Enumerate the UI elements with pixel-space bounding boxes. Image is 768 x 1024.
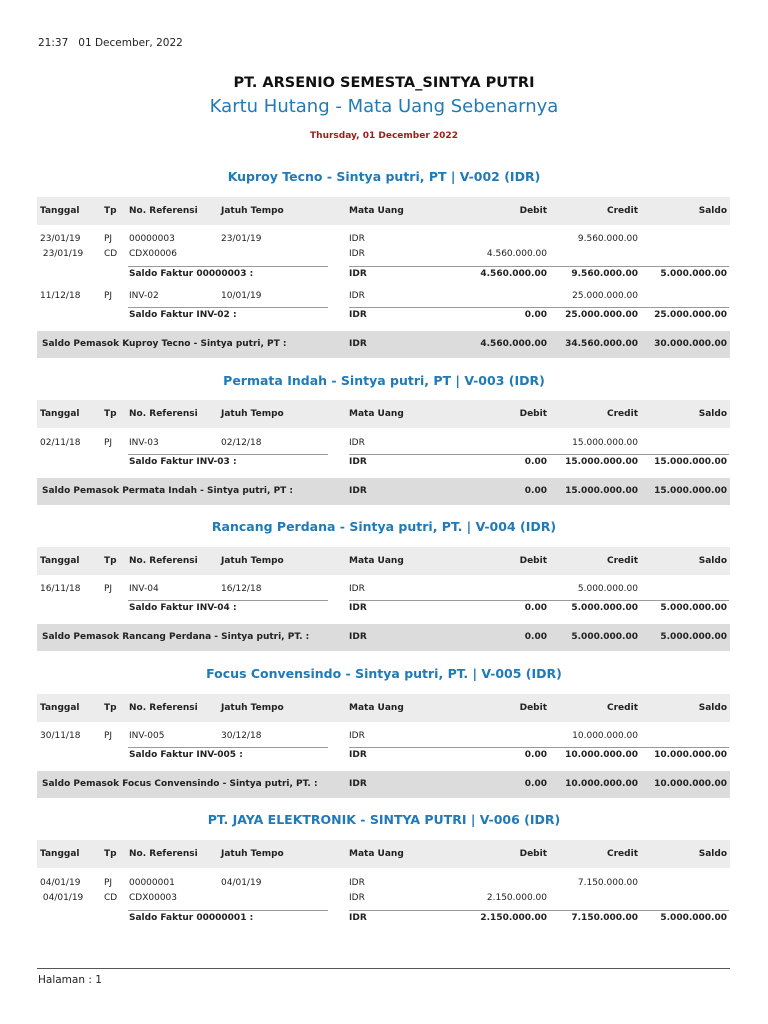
col-debit: Debit [519,409,547,419]
cell-tp: PJ [104,878,113,888]
table-header [37,547,730,575]
cell-debit: 2.150.000.00 [486,893,547,903]
supplier-total-row [37,478,730,505]
cell-credit: 25.000.000.00 [565,310,638,320]
cell-credit: 10.000.000.00 [565,779,638,789]
cell-tp: PJ [104,234,113,244]
supplier-total-row [37,331,730,358]
cell-debit: 2.150.000.00 [480,913,547,923]
cell-ref: 00000003 [129,234,175,244]
col-jatuh-tempo: Jatuh Tempo [221,703,284,713]
cell-credit: 9.560.000.00 [571,269,638,279]
supplier-section-title: Kuproy Tecno - Sintya putri, PT | V-002 (IDR) [227,169,541,184]
invoice-balance-row [37,911,730,926]
col-jatuh-tempo: Jatuh Tempo [221,206,284,216]
cell-mata-uang: IDR [349,269,367,279]
cell-mata-uang: IDR [349,584,365,594]
cell-jatuh-tempo: 16/12/18 [221,584,262,594]
invoice-balance-label: Saldo Faktur INV-005 : [129,750,243,760]
supplier-section-title: Permata Indah - Sintya putri, PT | V-003 (IDR) [223,373,545,388]
cell-credit: 10.000.000.00 [572,731,638,741]
supplier-total-label: Saldo Pemasok Rancang Perdana - Sintya putri, PT. : [42,632,310,642]
invoice-balance-label: Saldo Faktur INV-04 : [129,603,237,613]
col-mata-uang: Mata Uang [349,556,404,566]
cell-saldo: 30.000.000.00 [654,339,727,349]
col-mata-uang: Mata Uang [349,703,404,713]
col-no-ref: No. Referensi [129,409,198,419]
cell-debit: 0.00 [524,632,547,642]
col-jatuh-tempo: Jatuh Tempo [221,849,284,859]
cell-credit: 25.000.000.00 [572,291,638,301]
table-header [37,400,730,428]
cell-tanggal: 04/01/19 [40,893,84,903]
supplier-section-title: PT. JAYA ELEKTRONIK - SINTYA PUTRI | V-006 (IDR) [207,812,561,827]
cell-mata-uang: IDR [349,291,365,301]
col-saldo: Saldo [698,703,727,713]
cell-ref: CDX00006 [129,249,178,259]
col-credit: Credit [607,703,638,713]
col-tanggal: Tanggal [40,703,80,713]
supplier-total-row [37,624,730,651]
col-debit: Debit [519,703,547,713]
col-tanggal: Tanggal [40,206,80,216]
cell-tp: PJ [104,291,113,301]
table-row [37,729,730,744]
report-date: Thursday, 01 December 2022 [310,131,458,141]
cell-mata-uang: IDR [349,779,367,789]
cell-credit: 9.560.000.00 [577,234,638,244]
cell-jatuh-tempo: 02/12/18 [221,438,262,448]
supplier-section-title: Rancang Perdana - Sintya putri, PT. | V-004 (IDR) [211,519,557,534]
table-header [37,694,730,722]
cell-saldo: 5.000.000.00 [660,632,727,642]
invoice-balance-label: Saldo Faktur INV-03 : [129,457,237,467]
cell-mata-uang: IDR [349,234,365,244]
cell-saldo: 15.000.000.00 [654,486,727,496]
cell-saldo: 5.000.000.00 [660,269,727,279]
supplier-total-label: Saldo Pemasok Kuproy Tecno - Sintya putri, PT : [42,339,287,349]
table-row [37,247,730,262]
cell-credit: 15.000.000.00 [565,486,638,496]
col-saldo: Saldo [698,556,727,566]
cell-jatuh-tempo: 04/01/19 [221,878,262,888]
cell-tanggal: 11/12/18 [40,291,81,301]
cell-tanggal: 04/01/19 [40,878,81,888]
print-timestamp: 21:37 01 December, 2022 [38,37,183,49]
cell-mata-uang: IDR [349,438,365,448]
col-tp: Tp [104,206,117,216]
cell-credit: 5.000.000.00 [571,603,638,613]
table-row [37,289,730,304]
cell-tp: PJ [104,584,113,594]
table-header [37,197,730,225]
cell-mata-uang: IDR [349,249,365,259]
col-tp: Tp [104,703,117,713]
supplier-total-label: Saldo Pemasok Permata Indah - Sintya putri, PT : [42,486,294,496]
cell-saldo: 15.000.000.00 [654,457,727,467]
table-row [37,582,730,597]
invoice-balance-row [37,455,730,470]
cell-saldo: 10.000.000.00 [654,750,727,760]
col-no-ref: No. Referensi [129,556,198,566]
cell-mata-uang: IDR [349,632,367,642]
cell-saldo: 25.000.000.00 [654,310,727,320]
cell-credit: 15.000.000.00 [565,457,638,467]
cell-debit: 4.560.000.00 [480,269,547,279]
invoice-balance-row [37,601,730,616]
cell-ref: INV-04 [129,584,159,594]
cell-credit: 7.150.000.00 [577,878,638,888]
cell-mata-uang: IDR [349,603,367,613]
col-mata-uang: Mata Uang [349,206,404,216]
col-saldo: Saldo [698,206,727,216]
supplier-section-title: Focus Convensindo - Sintya putri, PT. | V-005 (IDR) [206,666,562,681]
cell-credit: 5.000.000.00 [571,632,638,642]
col-credit: Credit [607,206,638,216]
cell-mata-uang: IDR [349,878,365,888]
table-row [37,891,730,906]
col-jatuh-tempo: Jatuh Tempo [221,409,284,419]
cell-debit: 0.00 [524,310,547,320]
cell-mata-uang: IDR [349,750,367,760]
cell-mata-uang: IDR [349,731,365,741]
col-mata-uang: Mata Uang [349,849,404,859]
cell-ref: INV-03 [129,438,159,448]
cell-debit: 4.560.000.00 [480,339,547,349]
cell-saldo: 10.000.000.00 [654,779,727,789]
col-tanggal: Tanggal [40,556,80,566]
cell-credit: 5.000.000.00 [577,584,638,594]
invoice-balance-label: Saldo Faktur 00000001 : [129,913,254,923]
col-debit: Debit [519,556,547,566]
supplier-total-row [37,771,730,798]
cell-debit: 0.00 [524,486,547,496]
invoice-balance-label: Saldo Faktur INV-02 : [129,310,237,320]
cell-debit: 0.00 [524,779,547,789]
page-number: Halaman : 1 [38,974,102,986]
col-no-ref: No. Referensi [129,206,198,216]
company-name: PT. ARSENIO SEMESTA_SINTYA PUTRI [233,75,535,91]
col-credit: Credit [607,556,638,566]
cell-tanggal: 23/01/19 [40,249,84,259]
col-tanggal: Tanggal [40,849,80,859]
col-credit: Credit [607,409,638,419]
cell-mata-uang: IDR [349,339,367,349]
cell-jatuh-tempo: 10/01/19 [221,291,262,301]
cell-tp: PJ [104,731,113,741]
cell-ref: INV-005 [129,731,165,741]
cell-debit: 0.00 [524,750,547,760]
col-debit: Debit [519,849,547,859]
col-jatuh-tempo: Jatuh Tempo [221,556,284,566]
col-mata-uang: Mata Uang [349,409,404,419]
col-saldo: Saldo [698,409,727,419]
table-row [37,232,730,247]
col-tp: Tp [104,409,117,419]
cell-ref: INV-02 [129,291,159,301]
table-row [37,436,730,451]
footer-divider [37,968,730,969]
cell-saldo: 5.000.000.00 [660,913,727,923]
cell-ref: 00000001 [129,878,175,888]
col-no-ref: No. Referensi [129,849,198,859]
col-tanggal: Tanggal [40,409,80,419]
cell-jatuh-tempo: 23/01/19 [221,234,262,244]
cell-saldo: 5.000.000.00 [660,603,727,613]
cell-tanggal: 23/01/19 [40,234,81,244]
cell-tanggal: 16/11/18 [40,584,81,594]
col-tp: Tp [104,556,117,566]
col-no-ref: No. Referensi [129,703,198,713]
supplier-total-label: Saldo Pemasok Focus Convensindo - Sintya putri, PT. : [42,779,318,789]
cell-debit: 0.00 [524,457,547,467]
invoice-balance-row [37,748,730,763]
cell-debit: 0.00 [524,603,547,613]
cell-credit: 10.000.000.00 [565,750,638,760]
cell-tanggal: 30/11/18 [40,731,81,741]
cell-credit: 15.000.000.00 [572,438,638,448]
col-tp: Tp [104,849,117,859]
cell-ref: CDX00003 [129,893,178,903]
cell-tp: CD [104,249,118,259]
cell-mata-uang: IDR [349,457,367,467]
cell-jatuh-tempo: 30/12/18 [221,731,262,741]
invoice-balance-label: Saldo Faktur 00000003 : [129,269,254,279]
cell-credit: 7.150.000.00 [571,913,638,923]
report-title: Kartu Hutang - Mata Uang Sebenarnya [209,96,559,117]
col-saldo: Saldo [698,849,727,859]
col-debit: Debit [519,206,547,216]
table-header [37,840,730,868]
cell-credit: 34.560.000.00 [565,339,638,349]
table-row [37,876,730,891]
cell-mata-uang: IDR [349,893,365,903]
invoice-balance-row [37,267,730,282]
cell-tanggal: 02/11/18 [40,438,81,448]
cell-debit: 4.560.000.00 [486,249,547,259]
cell-mata-uang: IDR [349,310,367,320]
cell-tp: PJ [104,438,113,448]
invoice-balance-row [37,308,730,323]
cell-mata-uang: IDR [349,486,367,496]
col-credit: Credit [607,849,638,859]
cell-tp: CD [104,893,118,903]
cell-mata-uang: IDR [349,913,367,923]
